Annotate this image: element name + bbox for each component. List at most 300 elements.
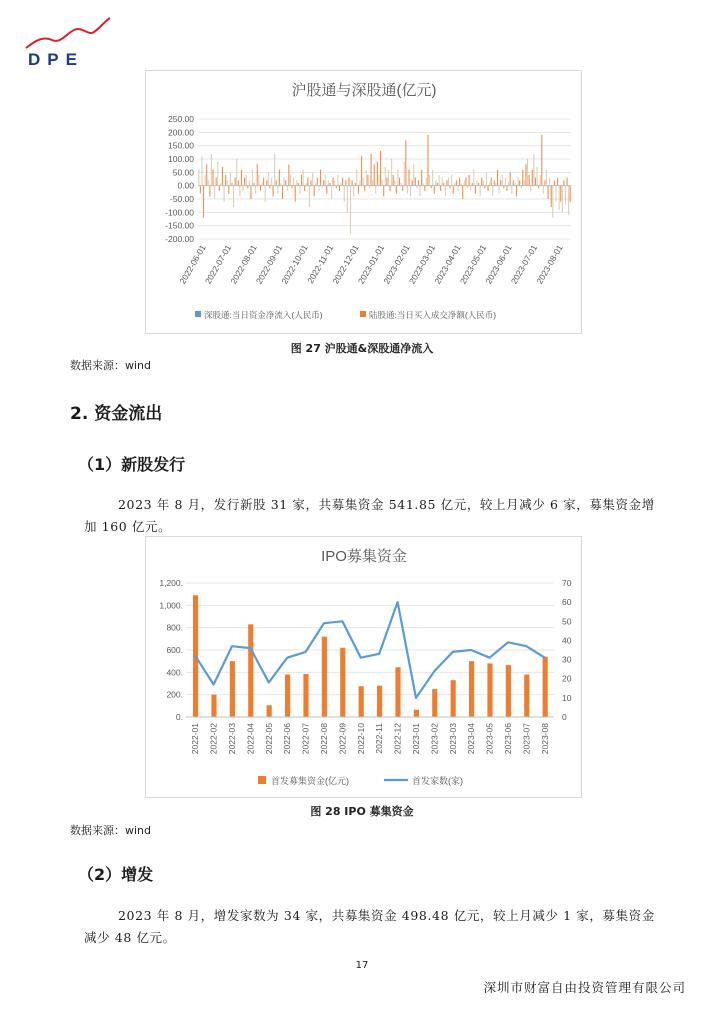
y-tick-label: 600. <box>166 645 183 655</box>
bar <box>500 180 501 185</box>
bar <box>427 135 428 186</box>
bar <box>303 170 304 186</box>
bar <box>233 186 234 207</box>
bar <box>211 695 216 717</box>
bar <box>527 159 528 186</box>
bar <box>557 178 558 186</box>
bar <box>205 175 206 186</box>
bar <box>386 178 387 186</box>
x-tick-label: 2022-12 <box>392 723 403 755</box>
bar <box>317 178 318 186</box>
bar <box>456 180 457 185</box>
bar <box>442 178 443 186</box>
bar <box>391 159 392 186</box>
x-tick-label: 2022-07-01 <box>202 243 234 286</box>
bar <box>263 178 264 186</box>
x-tick-label: 2022-03 <box>227 723 237 755</box>
bar <box>285 180 286 185</box>
bar <box>459 178 460 186</box>
bar <box>506 665 511 717</box>
x-tick-label: 2022-06 <box>282 723 293 755</box>
bar <box>242 186 243 191</box>
chart-28-container <box>145 536 582 798</box>
y-tick-label: 1,000. <box>159 600 183 611</box>
bar <box>303 674 308 717</box>
bar <box>200 186 201 194</box>
legend-swatch <box>258 776 266 784</box>
bar <box>334 180 335 185</box>
x-tick-label: 2022-08-01 <box>228 243 259 286</box>
bar <box>208 180 209 185</box>
bar <box>464 180 465 185</box>
bar <box>555 186 556 202</box>
bar <box>219 186 220 191</box>
bar <box>241 170 242 186</box>
bar <box>284 178 285 186</box>
bar <box>383 186 384 197</box>
bar <box>211 154 212 186</box>
footer-company: 深圳市财富自由投资管理有限公司 <box>483 980 686 995</box>
bar <box>408 170 409 186</box>
x-tick-label: 2022-01 <box>190 723 201 755</box>
y2-tick-label: 30 <box>562 654 572 665</box>
figure-28-caption: 图 28 IPO 募集资金 <box>310 805 414 818</box>
bar <box>420 186 421 197</box>
bar <box>396 186 397 194</box>
x-tick-label: 2022-02 <box>208 723 219 755</box>
x-tick-label: 2023-02 <box>429 723 440 755</box>
y2-tick-label: 50 <box>562 616 572 627</box>
bar <box>250 186 251 199</box>
bar <box>541 135 542 186</box>
bar <box>414 710 419 717</box>
bar <box>326 186 327 194</box>
bar <box>252 170 253 186</box>
subsection-placement-heading: （2）增发 <box>78 865 154 884</box>
bar <box>257 164 258 185</box>
bar <box>228 186 229 194</box>
bar <box>388 170 389 186</box>
bar <box>511 186 512 194</box>
y2-tick-label: 0 <box>562 712 567 722</box>
bar <box>546 170 547 186</box>
bar <box>448 178 449 186</box>
bar <box>421 170 422 186</box>
bar <box>562 186 563 213</box>
y-tick-label: -50.00 <box>169 194 194 204</box>
bar <box>266 180 267 185</box>
bar <box>267 705 272 717</box>
bar <box>340 648 345 717</box>
chart-title: 沪股通与深股通(亿元) <box>291 82 437 99</box>
y-tick-label: 0.00 <box>177 180 194 191</box>
bar <box>260 186 261 191</box>
chart-27 <box>146 71 583 335</box>
figure-27-caption: 图 27 沪股通&深股通净流入 <box>290 342 434 355</box>
bar <box>451 680 456 717</box>
bar <box>206 164 207 185</box>
y-tick-label: 0. <box>175 712 183 722</box>
bar <box>212 170 213 186</box>
x-tick-label: 2022-10 <box>355 723 366 755</box>
bar <box>382 180 383 185</box>
bar <box>271 178 272 186</box>
bar <box>481 178 482 186</box>
bar <box>565 186 566 205</box>
bar <box>469 661 474 717</box>
y2-tick-label: 10 <box>562 692 572 703</box>
bar <box>510 172 511 185</box>
bar <box>258 175 259 186</box>
bar <box>424 186 425 191</box>
x-tick-label: 2022-06-01 <box>177 243 208 286</box>
bar <box>445 186 446 197</box>
bar <box>371 154 372 186</box>
bar <box>361 156 362 185</box>
bar <box>517 178 518 186</box>
bar <box>536 167 537 186</box>
bar <box>255 186 256 194</box>
x-tick-label: 2023-06 <box>503 723 513 755</box>
bar <box>227 180 228 185</box>
bar <box>470 186 471 191</box>
page-number: 17 <box>355 960 369 971</box>
bar <box>395 667 400 717</box>
bar <box>331 186 332 199</box>
bar <box>293 178 294 186</box>
bar <box>435 180 436 185</box>
bar <box>307 178 308 186</box>
bar <box>323 180 324 185</box>
bar <box>299 186 300 194</box>
bar <box>465 178 466 186</box>
bar <box>505 178 506 186</box>
bar <box>268 172 269 185</box>
y-tick-label: 150.00 <box>168 140 194 151</box>
bar <box>530 186 531 191</box>
bar <box>274 154 275 186</box>
bar <box>372 180 373 185</box>
bar <box>476 180 477 185</box>
bar <box>358 186 359 194</box>
x-tick-label: 2023-04-01 <box>432 243 463 286</box>
bar <box>440 186 441 191</box>
legend-swatch <box>195 311 201 317</box>
legend-label: 首发家数(家) <box>412 776 463 786</box>
bar <box>236 159 237 186</box>
bar <box>483 180 484 185</box>
x-tick-label: 2023-08-01 <box>534 243 565 286</box>
x-tick-label: 2023-07-01 <box>508 243 540 286</box>
bar <box>453 186 454 194</box>
y-tick-label: 1,200. <box>159 578 183 588</box>
y-tick-label: -100.00 <box>165 207 194 218</box>
bar <box>410 186 411 197</box>
bar <box>385 167 386 186</box>
bar <box>393 175 394 186</box>
bar <box>519 180 520 185</box>
bar <box>506 186 507 191</box>
y-tick-label: 100.00 <box>168 154 194 164</box>
bar <box>525 164 526 185</box>
y-tick-label: 400. <box>166 667 183 678</box>
bar <box>405 140 406 185</box>
bar <box>244 178 245 186</box>
bar <box>451 175 452 186</box>
company-logo <box>22 14 132 70</box>
bar <box>429 175 430 186</box>
bar <box>273 186 274 197</box>
bar <box>235 178 236 186</box>
x-tick-label: 2023-03 <box>447 723 458 755</box>
bar <box>462 186 463 199</box>
x-tick-label: 2023-05 <box>484 723 495 755</box>
bar <box>374 164 375 185</box>
y-tick-label: 800. <box>166 622 183 633</box>
bar <box>339 186 340 191</box>
bar <box>375 186 376 194</box>
logo-text: DPE <box>28 50 84 69</box>
bar <box>225 175 226 186</box>
bar <box>412 180 413 185</box>
bar <box>516 186 517 197</box>
chart-title: IPO募集资金 <box>321 548 407 565</box>
bar <box>248 624 253 717</box>
bar <box>378 175 379 186</box>
bar <box>224 186 225 202</box>
bar <box>418 180 419 185</box>
y-tick-label: -200.00 <box>165 234 194 244</box>
bar <box>532 170 533 186</box>
bar <box>352 180 353 185</box>
bar <box>216 178 217 186</box>
bar <box>446 180 447 185</box>
bar <box>402 186 403 191</box>
bar <box>492 186 493 197</box>
bar <box>499 186 500 194</box>
bar <box>239 186 240 197</box>
x-tick-label: 2022-04 <box>245 723 256 755</box>
bar <box>342 178 343 186</box>
bar <box>377 162 378 186</box>
bar <box>432 170 433 186</box>
bar <box>438 175 439 186</box>
bar <box>404 162 405 186</box>
bar <box>568 186 569 215</box>
bar <box>524 675 529 717</box>
bar <box>363 178 364 186</box>
bar <box>413 164 414 185</box>
x-tick-label: 2023-03-01 <box>406 243 438 286</box>
bar <box>543 657 548 717</box>
bar <box>322 637 327 717</box>
legend-swatch <box>360 311 366 317</box>
bar <box>277 186 278 194</box>
bar <box>491 178 492 186</box>
y-tick-label: 200.00 <box>168 127 194 138</box>
bar <box>560 186 561 202</box>
y2-tick-label: 70 <box>562 578 572 588</box>
x-tick-label: 2023-06-01 <box>483 243 514 286</box>
bar <box>394 180 395 185</box>
x-tick-label: 2023-07 <box>521 723 532 755</box>
x-tick-label: 2022-07 <box>300 723 311 755</box>
bar <box>344 186 345 202</box>
bar <box>345 180 346 185</box>
bar <box>540 175 541 186</box>
bar <box>563 180 564 185</box>
bar <box>415 178 416 186</box>
x-tick-label: 2023-01 <box>411 723 421 755</box>
bar <box>380 151 381 186</box>
bar <box>364 186 365 191</box>
bar <box>366 170 367 186</box>
x-tick-label: 2022-09-01 <box>253 243 285 286</box>
bar <box>304 186 305 191</box>
bar <box>217 162 218 186</box>
bar <box>230 661 235 717</box>
bar <box>198 170 199 186</box>
bar <box>333 178 334 186</box>
bar <box>559 186 560 210</box>
bar <box>295 186 296 202</box>
legend-label: 首发募集资金(亿元) <box>271 776 349 786</box>
bar <box>533 154 534 186</box>
figure-28-source: 数据来源：wind <box>70 824 152 837</box>
logo-trend-icon <box>22 14 132 54</box>
bar <box>209 186 210 197</box>
y-tick-label: 250.00 <box>168 114 194 124</box>
bar <box>230 172 231 185</box>
bar <box>502 175 503 186</box>
bar <box>347 186 348 213</box>
y-tick-label: 50.00 <box>172 167 194 178</box>
bar <box>265 186 266 202</box>
bar <box>203 186 204 218</box>
bar <box>276 180 277 185</box>
x-tick-label: 2022-09 <box>337 723 348 755</box>
bar <box>535 178 536 186</box>
chart-27-container <box>145 70 582 334</box>
bar <box>337 175 338 186</box>
y2-tick-label: 40 <box>562 635 572 646</box>
x-tick-label: 2022-12-01 <box>330 243 361 286</box>
bar <box>348 178 349 186</box>
bar <box>328 180 329 185</box>
bar <box>570 186 571 202</box>
bar <box>487 186 488 191</box>
bar <box>552 186 553 218</box>
bar <box>353 186 354 197</box>
figure-27-source: 数据来源：wind <box>70 359 152 372</box>
bar <box>389 186 390 191</box>
bar <box>325 175 326 186</box>
bar <box>473 170 474 186</box>
bar <box>457 186 458 191</box>
x-tick-label: 2023-01-01 <box>355 243 387 286</box>
bar <box>426 178 427 186</box>
bar <box>487 663 492 717</box>
bar <box>287 186 288 191</box>
section-heading: 2. 资金流出 <box>70 404 163 424</box>
bar <box>320 170 321 186</box>
x-tick-label: 2023-05-01 <box>457 243 489 286</box>
bar <box>434 186 435 194</box>
bar <box>554 180 555 185</box>
bar <box>246 175 247 186</box>
bar <box>543 186 544 194</box>
bar <box>350 186 351 234</box>
bar <box>475 186 476 194</box>
bar <box>238 180 239 185</box>
bar <box>469 175 470 186</box>
bar <box>497 170 498 186</box>
bar <box>309 186 310 207</box>
bar <box>288 164 289 185</box>
bar <box>356 170 357 186</box>
bar <box>222 167 223 186</box>
bar <box>201 156 202 185</box>
x-tick-label: 2022-11-01 <box>305 243 336 286</box>
bar <box>249 180 250 185</box>
bar <box>296 180 297 185</box>
bar <box>397 170 398 186</box>
bar <box>524 180 525 185</box>
bar <box>279 170 280 186</box>
bar <box>551 186 552 207</box>
bar <box>549 178 550 186</box>
bar <box>359 686 364 717</box>
ipo-paragraph: 2023 年 8 月，发行新股 31 家，共募集资金 541.85 亿元，较上月减少 6 家，募集资金增加 160 亿元。 <box>84 497 655 534</box>
chart-28 <box>146 537 583 799</box>
x-tick-label: 2023-08 <box>539 723 550 755</box>
x-tick-label: 2022-11 <box>374 723 385 754</box>
y-tick-label: -150.00 <box>165 220 194 231</box>
x-tick-label: 2023-04 <box>466 723 477 755</box>
bar <box>214 186 215 199</box>
bar <box>314 186 315 197</box>
x-tick-label: 2022-05 <box>263 723 274 755</box>
x-tick-label: 2022-08 <box>319 723 329 755</box>
x-tick-label: 2022-10-01 <box>279 243 310 286</box>
placement-paragraph: 2023 年 8 月，增发家数为 34 家，共募集资金 498.48 亿元，较上月减少 1 家，募集资金减少 48 亿元。 <box>84 908 655 945</box>
bar <box>359 180 360 185</box>
bar <box>399 178 400 186</box>
bar <box>301 175 302 186</box>
subsection-ipo-heading: （1）新股发行 <box>78 455 186 474</box>
y2-tick-label: 20 <box>562 673 572 684</box>
bar <box>566 178 567 186</box>
bar <box>312 172 313 185</box>
bar <box>494 180 495 185</box>
y2-tick-label: 60 <box>562 597 572 608</box>
bar <box>486 172 487 185</box>
x-tick-label: 2023-02-01 <box>381 243 412 286</box>
bar <box>480 186 481 197</box>
bar <box>522 170 523 186</box>
bar <box>285 675 290 717</box>
bar <box>513 180 514 185</box>
bar <box>367 175 368 186</box>
bar <box>529 175 530 186</box>
bar <box>432 689 437 717</box>
bar <box>544 180 545 185</box>
bar <box>407 186 408 194</box>
bar <box>282 186 283 199</box>
bar <box>377 686 382 717</box>
legend-label: 陆股通:当日买入成交净额(人民币) <box>369 310 497 320</box>
y-tick-label: 200. <box>166 689 183 700</box>
